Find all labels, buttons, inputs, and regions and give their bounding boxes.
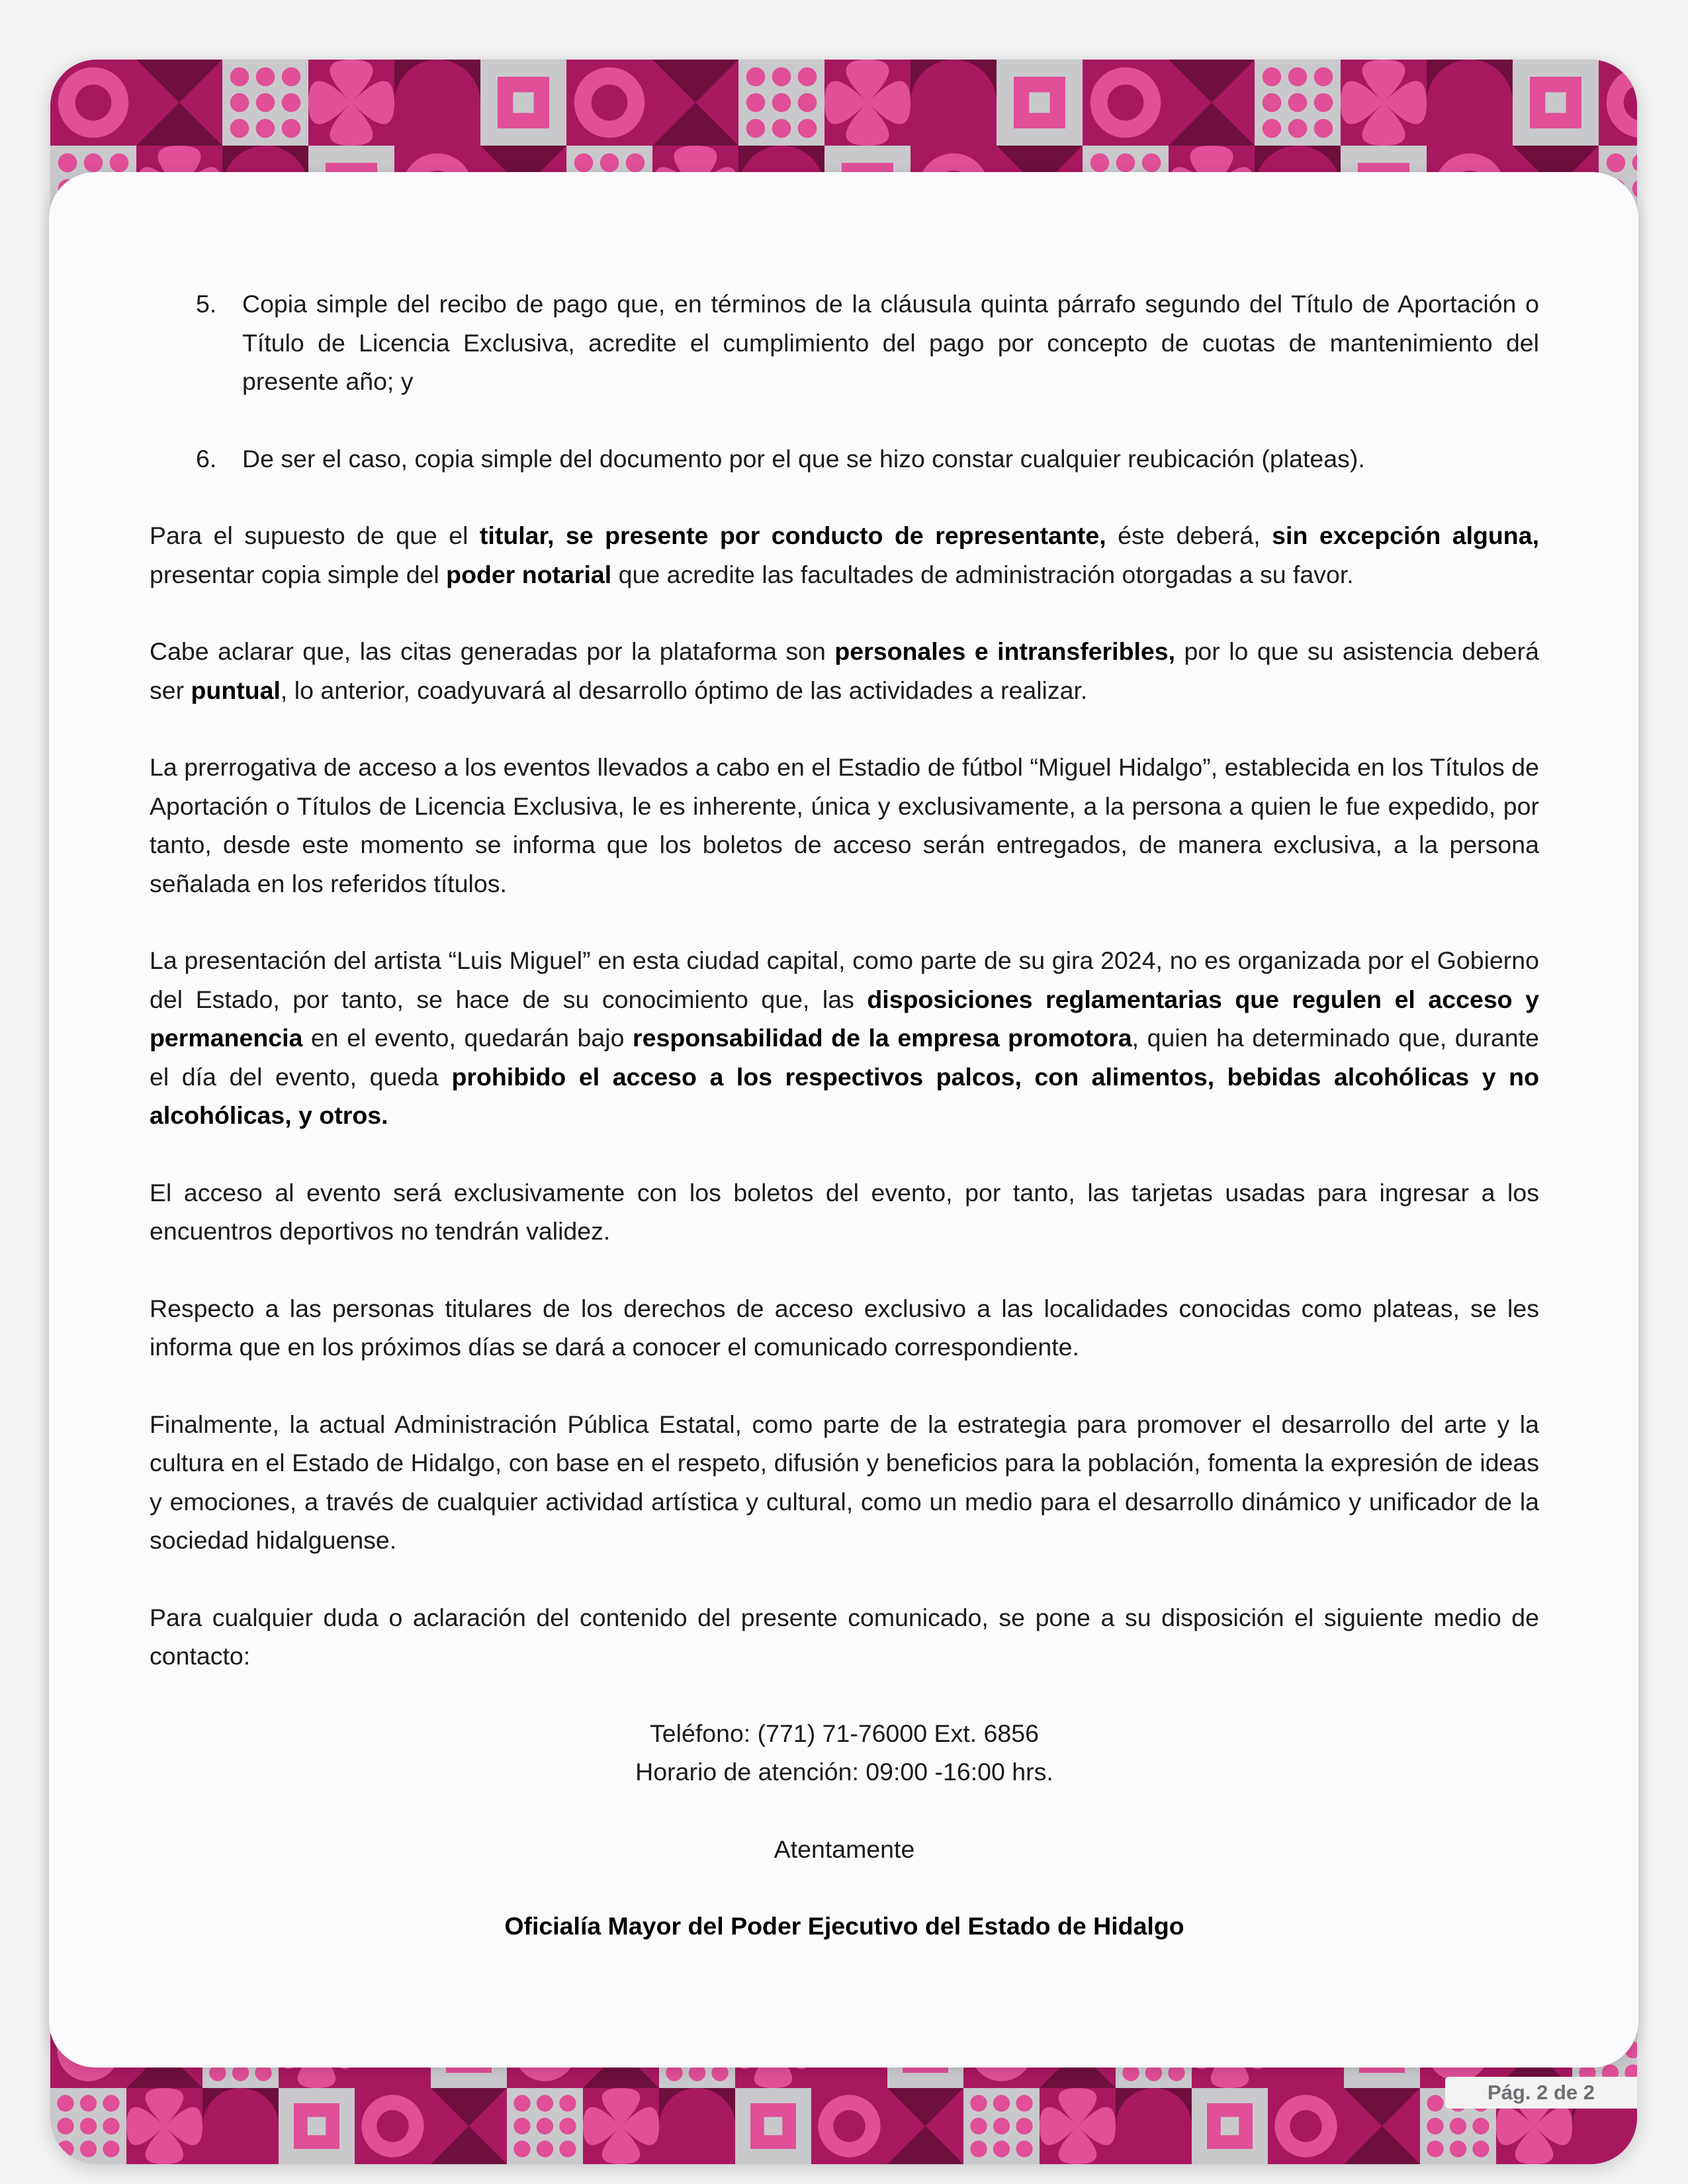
paragraph-plateas: Respecto a las personas titulares de los derechos de acceso exclusivo a las localidades conocidas como plateas, se les informa que en los próximos días se dará a conocer el comunicado correspondiente.: [150, 1294, 1539, 1361]
paragraph-culture: Finalmente, la actual Administración Pública Estatal, como parte de la estrategia para promover el desarrollo del arte y la cultura en el Estado de Hidalgo, con base en el respeto, difusión y beneficios para la población, fomenta la expresión de ideas y emociones, a través de cualquier actividad artística y cultural, como un medio para el desarrollo dinámico y unificador de la sociedad hidalguense.: [150, 1410, 1539, 1554]
contact-hours: Horario de atención: 09:00 -16:00 hrs.: [635, 1758, 1053, 1786]
page-number: Pág. 2 de 2: [1445, 2077, 1637, 2109]
list-number: 6.: [196, 444, 217, 473]
list-text: Copia simple del recibo de pago que, en términos de la cláusula quinta párrafo segundo del Título de Aportación o Título de Licencia Exclusiva, acredite el cumplimiento del pago por concepto de cuotas de mantenimiento del presente año; y: [242, 290, 1539, 395]
paragraph-representative: Para el supuesto de que el titular, se presente por conducto de representante, éste deberá, sin excepción alguna, presentar copia simple del poder notarial que acredite las facultades de administración otorgadas a su favor.: [150, 522, 1539, 588]
paragraph-contact: Para cualquier duda o aclaración del contenido del presente comunicado, se pone a su disposición el siguiente medio de contacto:: [150, 1603, 1539, 1670]
paragraph-appointments: Cabe aclarar que, las citas generadas por la plataforma son personales e intransferibles, por lo que su asistencia deberá ser puntual, lo anterior, coadyuvará al desarrollo óptimo de las actividades a realizar.: [150, 637, 1539, 704]
list-item: [196, 285, 1539, 401]
paragraph-tickets: El acceso al evento será exclusivamente con los boletos del evento, por tanto, las tarjetas usadas para ingresar a los encuentros deportivos no tendrán validez.: [150, 1178, 1539, 1245]
document-body: [150, 285, 1539, 1946]
list-item: [196, 439, 1539, 478]
paragraph-event-rules: La presentación del artista “Luis Miguel” en esta ciudad capital, como parte de su gira 2024, no es organizada por el Gobierno del Estado, por tanto, se hace de su conocimiento que, las disposiciones reglamentarias que regulen el acceso y permanencia en el evento, quedarán bajo responsabilidad de la empresa promotora, quien ha determinado que, durante el día del evento, queda prohibido el acceso a los respectivos palcos, con alimentos, bebidas alcohólicas y no alcohólicas, y otros.: [150, 946, 1539, 1129]
list-text: De ser el caso, copia simple del documento por el que se hizo constar cualquier reubicación (plateas).: [242, 444, 1365, 473]
closing-text: Atentamente: [774, 1835, 915, 1863]
list-number: 5.: [196, 290, 217, 318]
contact-phone: Teléfono: (771) 71-76000 Ext. 6856: [650, 1719, 1039, 1747]
signature: Oficialía Mayor del Poder Ejecutivo del Estado de Hidalgo: [504, 1912, 1184, 1940]
paragraph-access-rights: La prerrogativa de acceso a los eventos llevados a cabo en el Estadio de fútbol “Miguel Hidalgo”, establecida en los Títulos de Aportación o Títulos de Licencia Exclusiva, le es inherente, única y exclusivamente, a la persona a quien le fue expedido, por tanto, desde este momento se informa que los boletos de acceso serán entregados, de manera exclusiva, a la persona señalada en los referidos títulos.: [150, 753, 1539, 897]
